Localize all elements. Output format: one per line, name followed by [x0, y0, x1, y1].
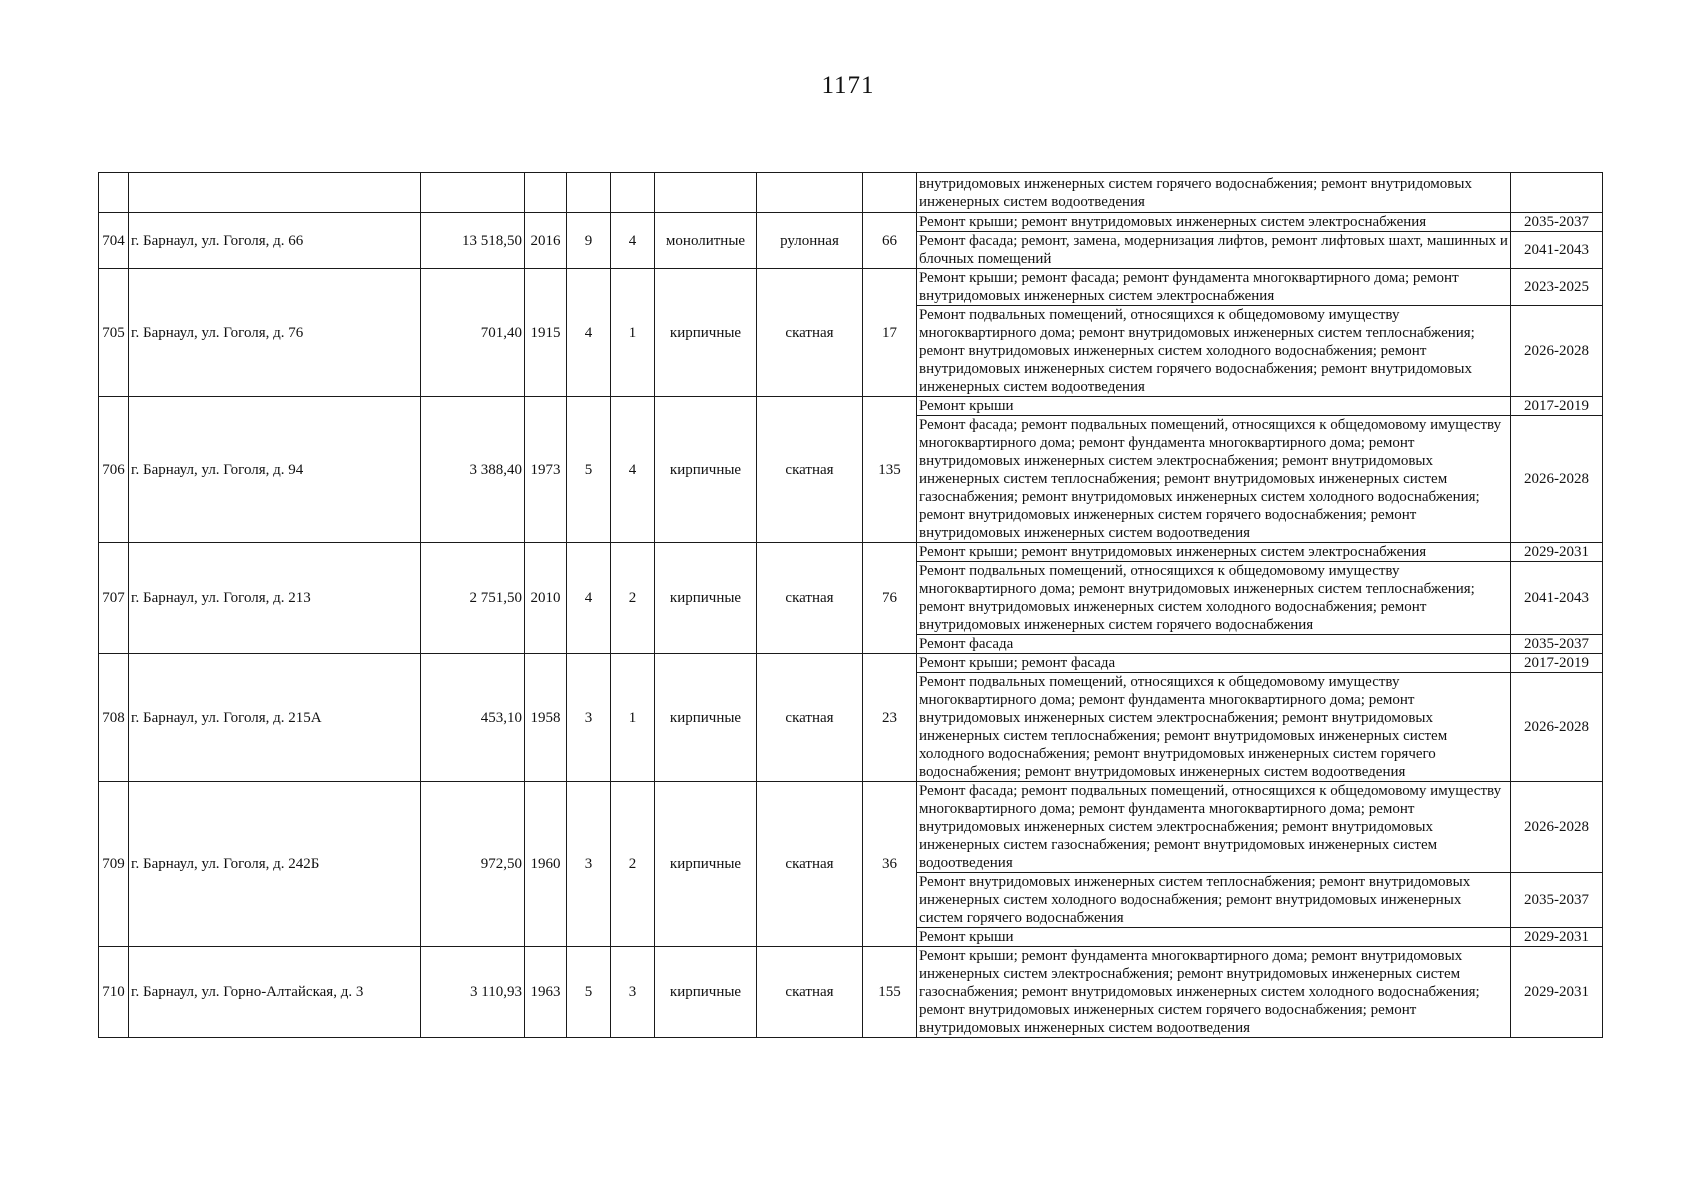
wall-material: монолитные [655, 213, 757, 269]
cell-empty [99, 173, 129, 213]
floors-count: 5 [567, 397, 611, 543]
total-area: 3 110,93 [421, 947, 525, 1038]
works-period: 2035-2037 [1511, 873, 1603, 928]
floors-count: 3 [567, 782, 611, 947]
apartments-count: 36 [863, 782, 917, 947]
works-period: 2026-2028 [1511, 782, 1603, 873]
works-description: Ремонт фасада; ремонт подвальных помещений, относящихся к общедомовому имуществу многоквартирного дома; ремонт фундамента многоквартирного дома; ремонт внутридомовых инженерных систем электроснабжения; ремонт внутридомовых инженерных систем газоснабжения; ремонт внутридомовых инженерных систем водоотведения [917, 782, 1511, 873]
address: г. Барнаул, ул. Гоголя, д. 94 [129, 397, 421, 543]
apartments-count: 17 [863, 269, 917, 397]
row-number: 710 [99, 947, 129, 1038]
works-period: 2029-2031 [1511, 928, 1603, 947]
continuation-row [99, 173, 1603, 213]
build-year: 1960 [525, 782, 567, 947]
wall-material: кирпичные [655, 397, 757, 543]
table-row [99, 269, 1603, 306]
works-description: Ремонт подвальных помещений, относящихся к общедомовому имуществу многоквартирного дома; ремонт внутридомовых инженерных систем теплоснабжения; ремонт внутридомовых инженерных систем холодного водоснабжения; ремонт внутридомовых инженерных систем горячего водоснабжения; ремонт внутридомовых инженерных систем водоотведения [917, 306, 1511, 397]
row-number: 706 [99, 397, 129, 543]
floors-count: 4 [567, 269, 611, 397]
row-number: 707 [99, 543, 129, 654]
works-period: 2041-2043 [1511, 232, 1603, 269]
apartments-count: 135 [863, 397, 917, 543]
cell-empty [129, 173, 421, 213]
entrances-count: 4 [611, 213, 655, 269]
entrances-count: 2 [611, 782, 655, 947]
table-row [99, 397, 1603, 416]
cell-empty [655, 173, 757, 213]
works-description: внутридомовых инженерных систем горячего водоснабжения; ремонт внутридомовых инженерных систем водоотведения [917, 173, 1511, 213]
build-year: 1915 [525, 269, 567, 397]
page-number: 1171 [821, 72, 875, 99]
apartments-count: 76 [863, 543, 917, 654]
housing-registry-table [98, 172, 1603, 1038]
roof-type: скатная [757, 782, 863, 947]
works-period: 2017-2019 [1511, 397, 1603, 416]
entrances-count: 4 [611, 397, 655, 543]
build-year: 1958 [525, 654, 567, 782]
wall-material: кирпичные [655, 543, 757, 654]
works-description: Ремонт подвальных помещений, относящихся к общедомовому имуществу многоквартирного дома; ремонт внутридомовых инженерных систем теплоснабжения; ремонт внутридомовых инженерных систем холодного водоснабжения; ремонт внутридомовых инженерных систем горячего водоснабжения [917, 562, 1511, 635]
entrances-count: 1 [611, 654, 655, 782]
works-description: Ремонт подвальных помещений, относящихся к общедомовому имуществу многоквартирного дома; ремонт фундамента многоквартирного дома; ремонт внутридомовых инженерных систем электроснабжения; ремонт внутридомовых инженерных систем теплоснабжения; ремонт внутридомовых инженерных систем холодного водоснабжения; ремонт внутридомовых инженерных систем горячего водоснабжения; ремонт внутридомовых инженерных систем водоотведения [917, 673, 1511, 782]
cell-empty [567, 173, 611, 213]
works-description: Ремонт крыши [917, 397, 1511, 416]
works-period [1511, 173, 1603, 213]
works-description: Ремонт крыши; ремонт фундамента многоквартирного дома; ремонт внутридомовых инженерных систем электроснабжения; ремонт внутридомовых инженерных систем газоснабжения; ремонт внутридомовых инженерных систем холодного водоснабжения; ремонт внутридомовых инженерных систем горячего водоснабжения; ремонт внутридомовых инженерных систем водоотведения [917, 947, 1511, 1038]
floors-count: 5 [567, 947, 611, 1038]
table-row [99, 782, 1603, 873]
apartments-count: 155 [863, 947, 917, 1038]
roof-type: скатная [757, 543, 863, 654]
roof-type: скатная [757, 269, 863, 397]
roof-type: рулонная [757, 213, 863, 269]
total-area: 972,50 [421, 782, 525, 947]
works-period: 2035-2037 [1511, 635, 1603, 654]
works-description: Ремонт фасада; ремонт подвальных помещений, относящихся к общедомовому имуществу многоквартирного дома; ремонт фундамента многоквартирного дома; ремонт внутридомовых инженерных систем электроснабжения; ремонт внутридомовых инженерных систем теплоснабжения; ремонт внутридомовых инженерных систем газоснабжения; ремонт внутридомовых инженерных систем холодного водоснабжения; ремонт внутридомовых инженерных систем горячего водоснабжения; ремонт внутридомовых инженерных систем водоотведения [917, 416, 1511, 543]
address: г. Барнаул, ул. Гоголя, д. 215А [129, 654, 421, 782]
roof-type: скатная [757, 654, 863, 782]
table-row [99, 947, 1603, 1038]
works-period: 2029-2031 [1511, 947, 1603, 1038]
works-period: 2029-2031 [1511, 543, 1603, 562]
apartments-count: 23 [863, 654, 917, 782]
entrances-count: 1 [611, 269, 655, 397]
works-description: Ремонт фасада [917, 635, 1511, 654]
wall-material: кирпичные [655, 269, 757, 397]
total-area: 701,40 [421, 269, 525, 397]
works-period: 2026-2028 [1511, 416, 1603, 543]
address: г. Барнаул, ул. Гоголя, д. 242Б [129, 782, 421, 947]
build-year: 1973 [525, 397, 567, 543]
works-period: 2026-2028 [1511, 673, 1603, 782]
total-area: 453,10 [421, 654, 525, 782]
build-year: 1963 [525, 947, 567, 1038]
apartments-count: 66 [863, 213, 917, 269]
works-period: 2017-2019 [1511, 654, 1603, 673]
address: г. Барнаул, ул. Горно-Алтайская, д. 3 [129, 947, 421, 1038]
floors-count: 4 [567, 543, 611, 654]
wall-material: кирпичные [655, 654, 757, 782]
wall-material: кирпичные [655, 782, 757, 947]
table-row [99, 213, 1603, 232]
cell-empty [611, 173, 655, 213]
build-year: 2016 [525, 213, 567, 269]
cell-empty [525, 173, 567, 213]
roof-type: скатная [757, 397, 863, 543]
row-number: 708 [99, 654, 129, 782]
build-year: 2010 [525, 543, 567, 654]
floors-count: 3 [567, 654, 611, 782]
registry-body [99, 173, 1603, 1038]
address: г. Барнаул, ул. Гоголя, д. 213 [129, 543, 421, 654]
works-description: Ремонт фасада; ремонт, замена, модернизация лифтов, ремонт лифтовых шахт, машинных и блочных помещений [917, 232, 1511, 269]
row-number: 709 [99, 782, 129, 947]
row-number: 704 [99, 213, 129, 269]
roof-type: скатная [757, 947, 863, 1038]
works-description: Ремонт крыши; ремонт внутридомовых инженерных систем электроснабжения [917, 213, 1511, 232]
entrances-count: 3 [611, 947, 655, 1038]
address: г. Барнаул, ул. Гоголя, д. 76 [129, 269, 421, 397]
cell-empty [421, 173, 525, 213]
works-description: Ремонт крыши; ремонт внутридомовых инженерных систем электроснабжения [917, 543, 1511, 562]
works-period: 2041-2043 [1511, 562, 1603, 635]
works-description: Ремонт крыши [917, 928, 1511, 947]
address: г. Барнаул, ул. Гоголя, д. 66 [129, 213, 421, 269]
works-period: 2035-2037 [1511, 213, 1603, 232]
row-number: 705 [99, 269, 129, 397]
floors-count: 9 [567, 213, 611, 269]
table-row [99, 654, 1603, 673]
total-area: 13 518,50 [421, 213, 525, 269]
total-area: 2 751,50 [421, 543, 525, 654]
wall-material: кирпичные [655, 947, 757, 1038]
entrances-count: 2 [611, 543, 655, 654]
table-row [99, 543, 1603, 562]
works-description: Ремонт крыши; ремонт фасада [917, 654, 1511, 673]
cell-empty [757, 173, 863, 213]
works-description: Ремонт внутридомовых инженерных систем теплоснабжения; ремонт внутридомовых инженерных систем холодного водоснабжения; ремонт внутридомовых инженерных систем горячего водоснабжения [917, 873, 1511, 928]
works-period: 2026-2028 [1511, 306, 1603, 397]
total-area: 3 388,40 [421, 397, 525, 543]
cell-empty [863, 173, 917, 213]
works-period: 2023-2025 [1511, 269, 1603, 306]
works-description: Ремонт крыши; ремонт фасада; ремонт фундамента многоквартирного дома; ремонт внутридомовых инженерных систем электроснабжения [917, 269, 1511, 306]
